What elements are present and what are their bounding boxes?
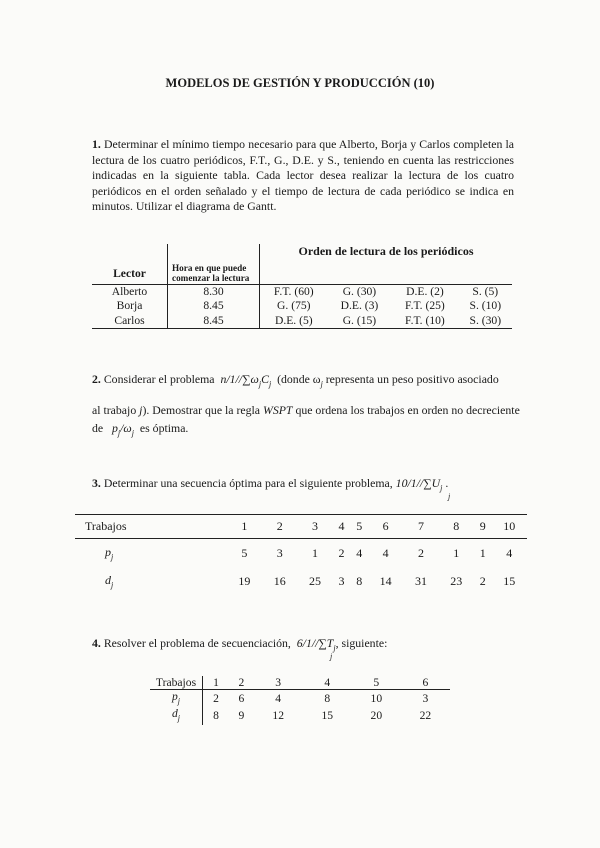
cell: 14	[379, 574, 392, 588]
formula-main: 6/1//∑T	[296, 636, 334, 650]
cell: 1	[203, 676, 230, 690]
cell-lector: Borja	[116, 299, 143, 312]
cell-order: G. (30)	[342, 284, 377, 298]
cell: 2	[479, 574, 486, 588]
problem-2-line-1	[92, 372, 522, 391]
problem-2-text-f: que ordena los trabajos en orden no decreciente	[295, 403, 520, 417]
problem-4	[92, 636, 512, 656]
label-p-sub: j	[111, 552, 114, 562]
col-header-orden: Orden de lectura de los periódicos	[260, 244, 513, 284]
cell-order: S. (30)	[469, 313, 502, 327]
cell: 9	[238, 709, 245, 723]
problem-2-number: 2.	[92, 372, 101, 386]
cell: 5	[356, 519, 363, 533]
formula-main: n/1//∑ω	[220, 372, 259, 386]
sum-index: j	[448, 492, 451, 501]
row-label-d	[150, 707, 203, 724]
ratio-omega: /ω	[120, 421, 132, 435]
cell: 10	[370, 692, 383, 706]
cell: 12	[272, 709, 284, 723]
problem-2-formula	[220, 372, 272, 389]
row-label-p	[150, 690, 203, 708]
cell: 15	[321, 709, 334, 723]
problem-1-text: Determinar el mínimo tiempo necesario para que Alberto, Borja y Carlos completen la lectura de los cuatro periódicos, F.T., G., D.E. y S., teniendo en cuenta las restricciones indicadas en la siguiente tabla. Cada lector desea realizar la lectura de los cuatro periódicos en el orden señalado y el tiempo de lectura de cada periódico se indica en minutos. Utilizar el diagrama de Gantt.	[92, 137, 514, 213]
omega-sub: j	[320, 379, 323, 389]
cell: 2	[238, 676, 245, 689]
cell: 8	[203, 707, 230, 724]
cell-order: F.T. (25)	[405, 299, 445, 312]
cell: 25	[309, 574, 322, 588]
reading-order-table	[92, 244, 512, 329]
cell: 20	[370, 709, 383, 723]
row-label-p	[75, 539, 227, 568]
problem-3-formula	[395, 476, 443, 493]
cell: 16	[273, 574, 286, 588]
ratio-p-sub: j	[117, 428, 121, 438]
cell: 6	[382, 519, 389, 533]
label-d-sub: j	[177, 713, 181, 723]
cell: 4	[356, 545, 363, 560]
cell-order: D.E. (3)	[340, 299, 379, 312]
problem-1	[92, 137, 514, 215]
formula-c-sub: j	[268, 379, 272, 389]
formula-sub: j	[333, 643, 336, 653]
problem-2-line-2	[92, 401, 522, 442]
jobs-table-6	[150, 676, 450, 725]
col-header-lector: Lector	[113, 266, 146, 280]
cell: 6	[238, 692, 245, 706]
problem-1-number: 1.	[92, 137, 101, 151]
problem-2-text-g: de	[92, 421, 104, 435]
row-label-trabajos: Trabajos	[155, 676, 197, 689]
cell-lector: Alberto	[111, 284, 148, 298]
problem-3-text: Determinar una secuencia óptima para el siguiente problema,	[103, 476, 393, 490]
formula-main: 10/1//∑U	[395, 476, 441, 490]
cell: 8	[324, 692, 331, 706]
problem-2-text-h: es óptima.	[139, 421, 189, 435]
cell: 9	[479, 519, 486, 533]
ratio-formula	[112, 421, 134, 438]
cell: 4	[506, 545, 513, 560]
jobs-table-10	[75, 514, 527, 596]
cell-hora: 8.45	[168, 314, 260, 329]
formula-sub: j	[440, 483, 443, 493]
cell: 23	[450, 574, 463, 588]
label-p: p	[105, 545, 111, 560]
label-d-sub: j	[111, 580, 114, 590]
cell: 8	[356, 574, 363, 588]
cell-lector: Carlos	[114, 313, 145, 327]
cell: 4	[338, 519, 345, 533]
label-p: p	[171, 690, 178, 703]
cell: 4	[324, 676, 331, 689]
sum-index: j	[330, 652, 333, 661]
cell-hora: 8.30	[168, 284, 260, 299]
problem-2-j: j	[139, 403, 143, 417]
cell: 8	[453, 519, 460, 533]
cell: 10	[503, 519, 516, 533]
cell-order: G. (75)	[260, 299, 328, 314]
cell-order: D.E. (5)	[260, 314, 328, 329]
cell: 2	[417, 545, 424, 560]
cell: 31	[414, 574, 427, 588]
cell-order: D.E. (2)	[406, 284, 444, 298]
row-label-d	[75, 568, 227, 596]
row-label-trabajos: Trabajos	[85, 519, 127, 533]
cell: 2	[203, 690, 230, 708]
cell: 1	[479, 545, 486, 560]
label-d: d	[171, 707, 178, 721]
cell: 15	[503, 574, 516, 588]
cell: 1	[453, 545, 460, 560]
cell-order: S. (10)	[469, 299, 502, 312]
problem-2-text-c: representa un peso positivo asociado	[325, 372, 499, 386]
problem-2-text-a: Considerar el problema	[103, 372, 215, 386]
problem-4-end: , siguiente:	[335, 636, 388, 650]
cell-order: G. (15)	[342, 313, 377, 327]
col-header-hora: Hora en que puede comenzar la lectura	[168, 244, 260, 284]
problem-2-text-b: (donde ω	[277, 372, 321, 386]
page-title: MODELOS DE GESTIÓN Y PRODUCCIÓN (10)	[165, 76, 435, 90]
cell-order: F.T. (10)	[405, 313, 445, 327]
cell: 3	[422, 692, 429, 706]
cell: 6	[422, 676, 429, 689]
cell: 3	[276, 545, 283, 560]
problem-4-text: Resolver el problema de secuenciación,	[103, 636, 291, 650]
problem-2-text-e: ). Demostrar que la regla	[142, 403, 261, 417]
cell: 2	[338, 545, 345, 560]
ratio-p: p	[112, 421, 118, 435]
cell: 3	[275, 676, 282, 689]
wspt-rule: WSPT	[263, 403, 293, 417]
problem-2-text-d: al trabajo	[92, 403, 137, 417]
ratio-omega-sub: j	[131, 428, 134, 438]
cell: 3	[312, 519, 319, 533]
cell: 1	[241, 519, 248, 533]
problem-3-number: 3.	[92, 476, 101, 490]
formula-sub: j	[258, 379, 262, 389]
cell-hora: 8.45	[168, 299, 260, 314]
label-d: d	[105, 573, 111, 588]
formula-c: C	[261, 372, 269, 386]
label-p-sub: j	[177, 696, 181, 706]
cell-order: S. (5)	[472, 284, 499, 298]
cell-order: F.T. (60)	[260, 284, 328, 299]
cell: 5	[241, 545, 248, 560]
cell: 5	[373, 676, 380, 689]
cell: 22	[419, 709, 432, 723]
problem-4-number: 4.	[92, 636, 101, 650]
cell: 4	[382, 545, 389, 560]
cell: 2	[276, 519, 283, 533]
cell: 3	[338, 574, 345, 588]
cell: 7	[417, 519, 424, 533]
problem-4-formula	[296, 636, 336, 653]
problem-3-end: .	[445, 476, 449, 490]
cell: 1	[312, 545, 319, 560]
problem-3	[92, 476, 532, 496]
cell: 19	[238, 574, 251, 588]
cell: 4	[275, 692, 282, 706]
